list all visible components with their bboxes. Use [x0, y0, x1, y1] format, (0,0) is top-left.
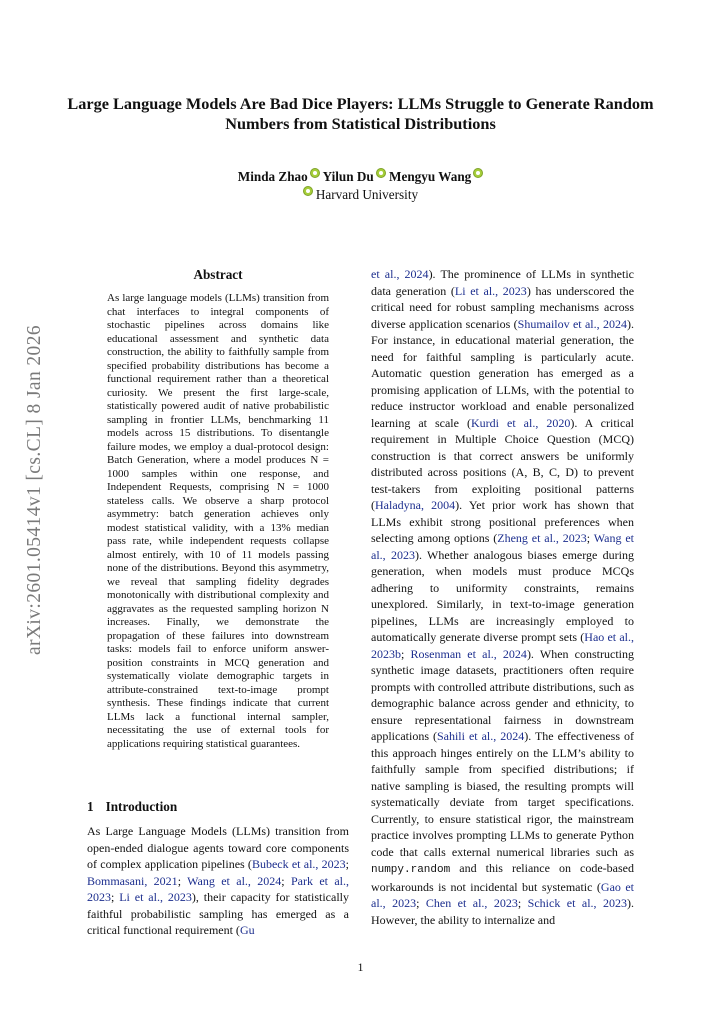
- citation-link[interactable]: Rosenman et al., 2024: [410, 646, 527, 661]
- section-heading: [87, 799, 177, 815]
- text-run: ). The prominence of LLMs in synthetic data generation (: [371, 267, 634, 298]
- text-run: As Large Language Models (LLMs) transition from open-ended dialogue agents toward core components of complex application pipelines (: [87, 824, 349, 871]
- affiliation: [60, 186, 661, 203]
- citation-link[interactable]: Zheng et al., 2023: [497, 531, 587, 545]
- orcid-icon[interactable]: [310, 168, 320, 178]
- text-run: increases. Finally, we demonstrate the propagation of these failures into downstream tasks: models fail to enforce uniform answer-position constraints in MCQ generation and systematically violate demographic targets in attribute-constrained text-to-image prompt synthesis. These findings indicate that current LLMs lack a functional internal sampler, necessitating the use of external tools for applications requiring statistical guarantees.: [107, 616, 329, 750]
- text-run: ), their capacity for statistically faithful probabilistic sampling has emerged as a critical functional requirement (: [87, 890, 349, 937]
- text-run: ). For instance, in educational material generation, the need for faithful sampling is particularly acute. Automatic question generation has emerged as a promising application of LLMs, with the potential to reduce instructor workload and enable personalized learning at scale (: [371, 316, 634, 430]
- text-run: ;: [517, 896, 528, 910]
- text-run: ;: [416, 896, 426, 910]
- text-run: ). Yet prior work has shown that LLMs exhibit strong positional preferences when selecting among options (: [371, 498, 634, 545]
- text-run: ;: [401, 646, 411, 661]
- citation-link[interactable]: Wang et al., 2024: [187, 873, 282, 888]
- citation-link[interactable]: Gao et al., 2023: [371, 879, 634, 910]
- author-name: Yilun Du: [322, 169, 374, 184]
- intro-paragraph-continued: [371, 266, 634, 928]
- citation-link[interactable]: Sahili et al., 2024: [436, 729, 525, 743]
- citation-link[interactable]: Wang et al., 2023: [371, 531, 634, 562]
- author-name: Mengyu Wang: [389, 169, 472, 184]
- citation-link[interactable]: Hao et al., 2023b: [371, 630, 634, 661]
- citation-link[interactable]: Gu: [239, 923, 255, 937]
- text-run: ;: [111, 890, 120, 904]
- abstract-text: [107, 292, 329, 751]
- citation-link[interactable]: Schick et al., 2023: [527, 896, 627, 910]
- citation-link[interactable]: Park et al., 2023: [87, 873, 349, 904]
- orcid-icon: [303, 186, 313, 196]
- code-inline: numpy.random: [371, 864, 451, 876]
- text-run: ) has underscored the critical need for robust sampling mechanisms across diverse application scenarios (: [371, 283, 635, 331]
- text-run: samples within one response, and Independent Requests, comprising: [107, 467, 329, 493]
- citation-link[interactable]: Bommasani, 2021: [87, 873, 178, 888]
- text-run: ;: [177, 873, 188, 888]
- orcid-icon[interactable]: [376, 168, 386, 178]
- citation-link[interactable]: Li et al., 2023: [119, 890, 192, 904]
- citation-link[interactable]: Shumailov et al., 2024: [517, 316, 627, 331]
- text-run: As large language models (LLMs) transition from chat interfaces to integral components of stochastic pipelines across domains like educational assessment and synthetic data construction, the ability to faithfully sample from specified probability distributions has become a functional requirement rather than a theoretical curiosity. We present the first large-scale, statistically powered audit of native probabilistic sampling in frontier LLMs, benchmarking 11 models across 15 distributions. To disentangle failure modes, we employ a dual-protocol design: Batch Generation, where a model produces: [107, 292, 329, 466]
- page-number: 1: [357, 960, 364, 974]
- citation-link[interactable]: Chen et al., 2023: [425, 896, 518, 910]
- text-run: ). A critical requirement in Multiple Choice Question (MCQ) construction is that correct answers be uniformly distributed across positions (A, B, C, D) to prevent test-takers from exploiting positional patterns (: [371, 415, 634, 512]
- citation-link[interactable]: Li et al., 2023: [454, 283, 527, 298]
- orcid-icon[interactable]: [473, 168, 483, 178]
- text-run: ;: [345, 857, 349, 871]
- citation-link[interactable]: Kurdi et al., 2020: [470, 415, 571, 430]
- citation-link[interactable]: Haladyna, 2004: [375, 498, 456, 512]
- affiliation-name: Harvard University: [315, 187, 419, 202]
- section-title: Introduction: [105, 799, 178, 814]
- author-name: Minda Zhao: [237, 169, 308, 184]
- arxiv-stamp: arXiv:2601.05414v1 [cs.CL] 8 Jan 2026: [24, 325, 45, 656]
- section-number: 1: [87, 799, 94, 814]
- text-run: ). Whether analogous biases emerge during generation, when models must produce MCQs adhering to uniformity constraints, remains unexplored. Similarly, in text-to-image generation pipelines, LLMs are increasingly employed to automatically generate diverse prompt sets (: [371, 547, 634, 644]
- text-run: ). The effectiveness of this approach hinges entirely on the LLM’s ability to faithfully sample from specified distributions; if native sampling is biased, the resulting prompts will systematically deviate from target specifications. Currently, to ensure statistical rigor, the mainstream practice involves prompting LLMs to generate Python code that calls external numerical libraries such as: [371, 729, 634, 859]
- math-inline: N = 1000: [277, 481, 329, 493]
- text-run: ). However, the ability to internalize and: [371, 896, 634, 927]
- text-run: ;: [281, 873, 291, 888]
- citation-link[interactable]: Bubeck et al., 2023: [251, 857, 346, 871]
- citation-link[interactable]: et al., 2024: [371, 267, 429, 281]
- abstract-heading: Abstract: [193, 267, 243, 282]
- paper-title: Large Language Models Are Bad Dice Players: LLMs Struggle to Generate Random Numbers from Statistical Distributions: [67, 94, 654, 133]
- intro-paragraph: [87, 823, 349, 939]
- text-run: and this reliance on code-based workarounds is not incidental but systematic (: [371, 861, 634, 894]
- math-inline: N: [321, 602, 329, 615]
- author-list: [60, 168, 661, 185]
- text-run: ;: [586, 531, 594, 545]
- text-run: ). When constructing synthetic image datasets, practitioners often require prompts with controlled attribute distributions, such as demographic balance across gender and ethnicity, to ensure representational fairness in downstream applications (: [371, 646, 634, 743]
- math-inline: N = 1000: [107, 454, 329, 480]
- text-run: stateless calls. We observe a sharp protocol asymmetry: batch generation achieves only modest statistical validity, with a 13% median pass rate, while independent requests collapse almost entirely, with 10 of 11 models passing none of the distributions. Beyond this asymmetry, we reveal that sampling fidelity degrades monotonically with distributional complexity and aggravates as the requested sampling horizon: [107, 494, 329, 615]
